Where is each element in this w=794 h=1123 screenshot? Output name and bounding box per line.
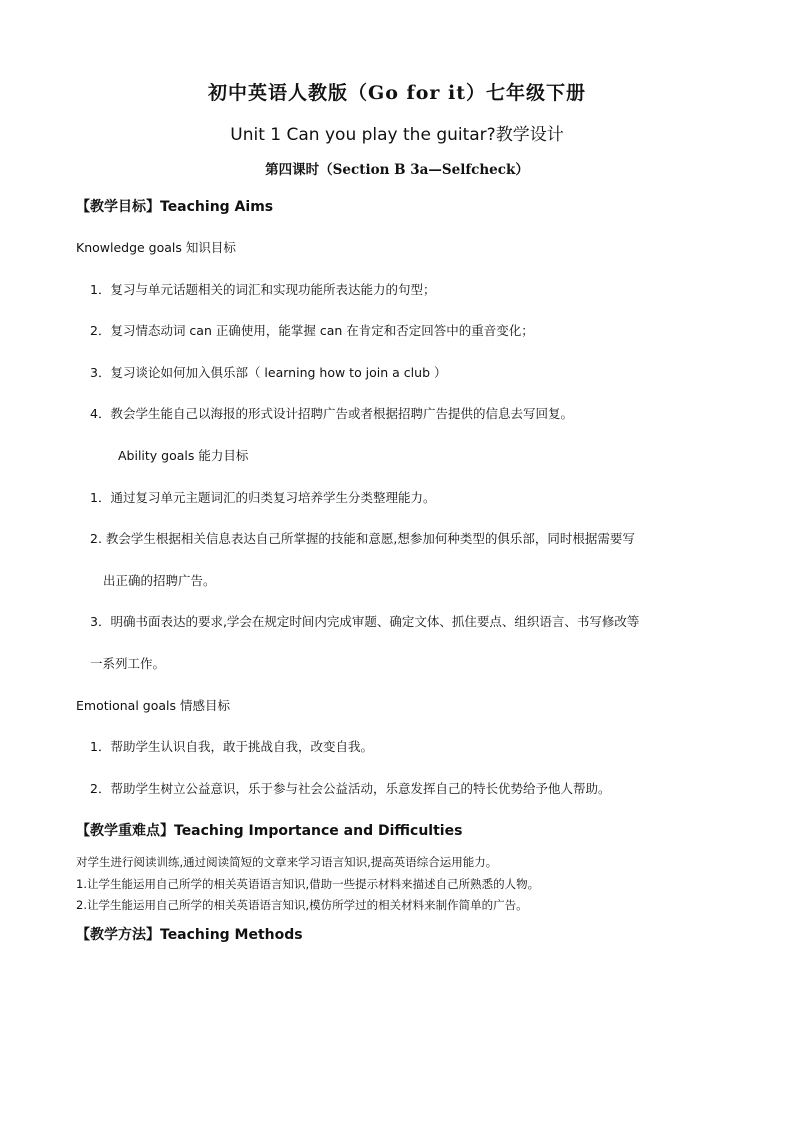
knowledge-item: 2．复习情态动词 can 正确使用，能掌握 can 在肯定和否定回答中的重音变化；: [90, 323, 534, 338]
emotional-goals-label: Emotional goals 情感目标: [76, 698, 230, 713]
ability-item-continuation: 一系列工作。: [90, 656, 166, 671]
importance-line: 对学生进行阅读训练,通过阅读简短的文章来学习语言知识,提高英语综合运用能力。: [76, 855, 498, 869]
teaching-methods-heading: 【教学方法】Teaching Methods: [76, 927, 303, 943]
ability-item-continuation: 出正确的招聘广告。: [103, 573, 216, 588]
lesson-section-title: 第四课时（Section B 3a—Selfcheck）: [265, 162, 529, 178]
ability-item: 2. 教会学生根据相关信息表达自己所掌握的技能和意愿,想参加何种类型的俱乐部，同时根据需要写: [90, 531, 635, 546]
knowledge-item: 1．复习与单元话题相关的词汇和实现功能所表达能力的句型；: [90, 282, 436, 297]
importance-difficulties-heading: 【教学重难点】Teaching Importance and Difficulties: [76, 823, 463, 839]
knowledge-goals-label: Knowledge goals 知识目标: [76, 240, 236, 255]
teaching-aims-heading: 【教学目标】Teaching Aims: [76, 199, 274, 215]
knowledge-item: 4．教会学生能自己以海报的形式设计招聘广告或者根据招聘广告提供的信息去写回复。: [90, 406, 573, 421]
importance-line: 1.让学生能运用自己所学的相关英语语言知识,借助一些提示材料来描述自己所熟悉的人物。: [76, 877, 540, 891]
ability-goals-label: Ability goals 能力目标: [118, 448, 249, 463]
document-title: 初中英语人教版（Go for it）七年级下册: [208, 82, 586, 104]
emotional-item: 2．帮助学生树立公益意识，乐于参与社会公益活动，乐意发挥自己的特长优势给予他人帮助。: [90, 781, 611, 796]
ability-item: 3．明确书面表达的要求,学会在规定时间内完成审题、确定文体、抓住要点、组织语言、书写修改等: [90, 614, 640, 629]
ability-item: 1．通过复习单元主题词汇的归类复习培养学生分类整理能力。: [90, 490, 436, 505]
importance-line: 2.让学生能运用自己所学的相关英语语言知识,模仿所学过的相关材料来制作简单的广告。: [76, 898, 528, 912]
document-subtitle: Unit 1 Can you play the guitar?教学设计: [230, 125, 564, 145]
knowledge-item: 3．复习谈论如何加入俱乐部（ learning how to join a club ）: [90, 365, 447, 380]
emotional-item: 1．帮助学生认识自我，敢于挑战自我，改变自我。: [90, 739, 373, 754]
